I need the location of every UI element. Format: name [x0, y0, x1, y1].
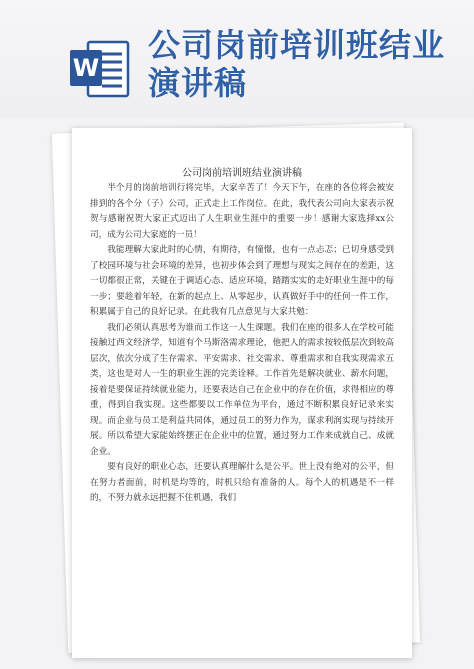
paragraph-3: 我们必须认真思考为谁而工作这一人生课题。我们在座的很多人在学校可能接触过西文经济学，知道有个马斯洛需求理论，他把人的需求按较低层次到较高层次，依次分成了生存需求、平安需求、社交需求、尊重需求和自我实现需求五类，这也是对人一生的职业生涯的完美诠释。工作首先是解决就业、薪水问题，接着是要保证持续就业能力，还要表达自己在企业中的存在价值，求得相应的尊重，得到自我实现。这些都要以工作单位为平台，通过不断积累良好记录来实现。而企业与员工是利益共同体，通过员工的努力作为，谋求利润实现与持续开展。所以希望大家能始终摆正在企业中的位置，通过努力工作来成就自己、成就企业。	[90, 322, 394, 457]
word-document-icon	[68, 38, 130, 100]
paragraph-4: 要有良好的职业心态，还要认真理解什么是公平。世上没有绝对的公平，但在努力者面前，时机是均等的，时机只给有准备的人。每个人的机遇是不一样的，不努力就永远把握不住机遇，我们	[90, 462, 394, 503]
banner-title: 公司岗前培训班结业演讲稿	[148, 26, 446, 102]
document-title: 公司岗前培训班结业演讲稿	[182, 168, 302, 179]
banner	[0, 0, 474, 118]
paragraph-2: 我能理解大家此时的心情，有期待，有憧憬，也有一点忐忑；已切身感受到了校园环境与社会环境的差异，也初步体会到了理想与现实之间存在的差距，这一切都很正常，关键在于调适心态、适应环境，踏踏实实的走好职业生涯中的每一步；要趁着年轻，在新的起点上、从零起步，认真做好手中的任何一件工作，积累属于自己的良好记录。在此我有几点意见与大家共勉：	[90, 245, 394, 317]
document-body	[90, 181, 394, 507]
word-icon-letter: W	[72, 54, 100, 82]
document-page	[72, 128, 412, 658]
paragraph-1: 半个月的岗前培训行将完毕，大家辛苦了！今天下午，在座的各位将会被安排到的各个分（子）公司，正式走上工作岗位。在此，我代表公司向大家表示祝贺与感谢祝贺大家正式迈出了人生职业生涯中的重要一步！感谢大家选择xx公司，成为公司大家庭的一员！	[90, 183, 394, 240]
